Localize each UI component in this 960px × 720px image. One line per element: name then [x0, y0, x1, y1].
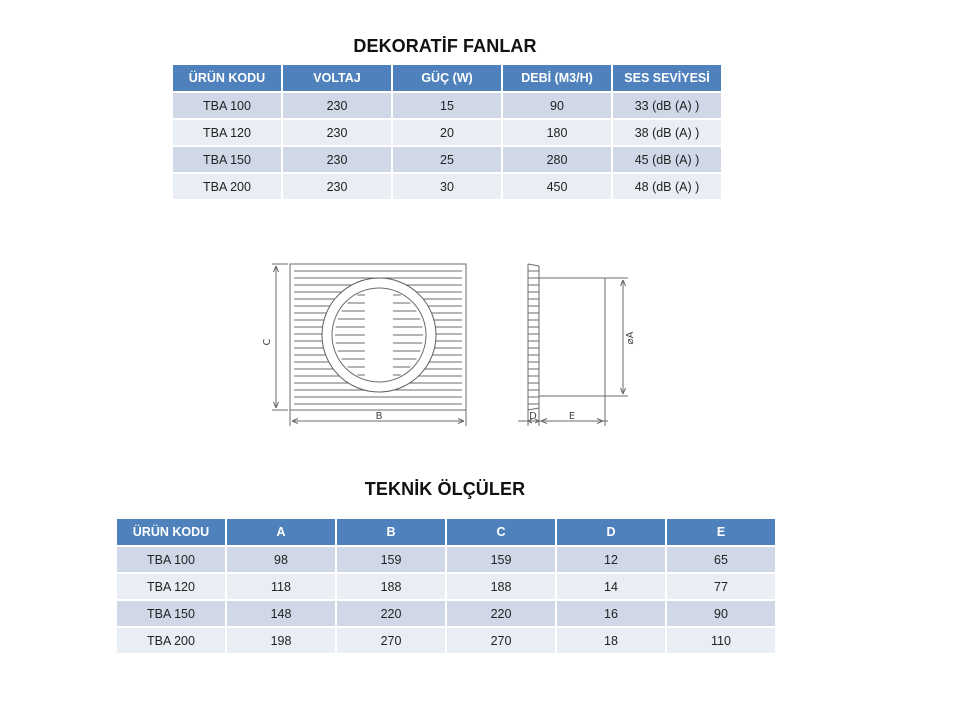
side-duct-outline [539, 278, 605, 396]
product-code-cell: TBA 200 [117, 628, 225, 653]
dim-e-cell: 77 [667, 574, 775, 599]
dimension-e-label: E [568, 411, 576, 422]
dim-a-cell: 148 [227, 601, 335, 626]
header-cell: VOLTAJ [283, 65, 391, 91]
header-cell: E [667, 519, 775, 545]
header-cell: SES SEVİYESİ [613, 65, 721, 91]
flow-cell: 450 [503, 174, 611, 199]
dim-e-cell: 90 [667, 601, 775, 626]
dim-e-cell: 65 [667, 547, 775, 572]
header-cell: DEBİ (M3/H) [503, 65, 611, 91]
dim-e-cell: 110 [667, 628, 775, 653]
dimension-c [272, 264, 288, 410]
product-code-cell: TBA 100 [117, 547, 225, 572]
table-row [117, 601, 775, 626]
dim-d-cell: 12 [557, 547, 665, 572]
dim-c-cell: 159 [447, 547, 555, 572]
table-row [117, 628, 775, 653]
dimensions-title: TEKNİK ÖLÇÜLER [364, 479, 526, 499]
table-row [173, 120, 721, 145]
fans-title: DEKORATİF FANLAR [353, 36, 537, 56]
header-cell: ÜRÜN KODU [173, 65, 281, 91]
header-cell: B [337, 519, 445, 545]
table-header-row [117, 519, 775, 545]
side-view [528, 264, 605, 410]
product-code-cell: TBA 150 [117, 601, 225, 626]
dim-a-cell: 98 [227, 547, 335, 572]
fans-table [171, 63, 723, 201]
dim-b-cell: 270 [337, 628, 445, 653]
product-code-cell: TBA 150 [173, 147, 281, 172]
table-row [173, 93, 721, 118]
dim-a-cell: 198 [227, 628, 335, 653]
table-row [173, 147, 721, 172]
front-grille-lines [294, 271, 462, 404]
dim-b-cell: 159 [337, 547, 445, 572]
header-cell: GÜÇ (W) [393, 65, 501, 91]
dim-b-cell: 220 [337, 601, 445, 626]
dim-d-cell: 18 [557, 628, 665, 653]
flow-cell: 280 [503, 147, 611, 172]
flow-cell: 90 [503, 93, 611, 118]
header-cell: ÜRÜN KODU [117, 519, 225, 545]
power-cell: 15 [393, 93, 501, 118]
voltage-cell: 230 [283, 174, 391, 199]
dimension-b-label: B [375, 411, 383, 422]
voltage-cell: 230 [283, 120, 391, 145]
product-code-cell: TBA 100 [173, 93, 281, 118]
dimension-c-label: C [262, 338, 273, 346]
table-row [117, 574, 775, 599]
table-header-row [173, 65, 721, 91]
noise-cell: 45 (dB (A) ) [613, 147, 721, 172]
dimensions-table [115, 517, 777, 655]
power-cell: 30 [393, 174, 501, 199]
fan-technical-drawing [262, 258, 642, 430]
dimension-a-label: ⌀A [625, 331, 636, 345]
dim-d-cell: 14 [557, 574, 665, 599]
product-code-cell: TBA 120 [173, 120, 281, 145]
dimension-d-label: D [529, 411, 537, 422]
front-panel-outline [290, 264, 466, 410]
power-cell: 20 [393, 120, 501, 145]
product-code-cell: TBA 120 [117, 574, 225, 599]
header-cell: C [447, 519, 555, 545]
product-code-cell: TBA 200 [173, 174, 281, 199]
table-row [173, 174, 721, 199]
header-cell: D [557, 519, 665, 545]
header-cell: A [227, 519, 335, 545]
front-circle-louvers [335, 295, 423, 375]
noise-cell: 48 (dB (A) ) [613, 174, 721, 199]
noise-cell: 33 (dB (A) ) [613, 93, 721, 118]
dim-b-cell: 188 [337, 574, 445, 599]
noise-cell: 38 (dB (A) ) [613, 120, 721, 145]
table-row [117, 547, 775, 572]
dim-c-cell: 270 [447, 628, 555, 653]
power-cell: 25 [393, 147, 501, 172]
dim-d-cell: 16 [557, 601, 665, 626]
voltage-cell: 230 [283, 147, 391, 172]
dim-a-cell: 118 [227, 574, 335, 599]
voltage-cell: 230 [283, 93, 391, 118]
dim-c-cell: 188 [447, 574, 555, 599]
flow-cell: 180 [503, 120, 611, 145]
dim-c-cell: 220 [447, 601, 555, 626]
